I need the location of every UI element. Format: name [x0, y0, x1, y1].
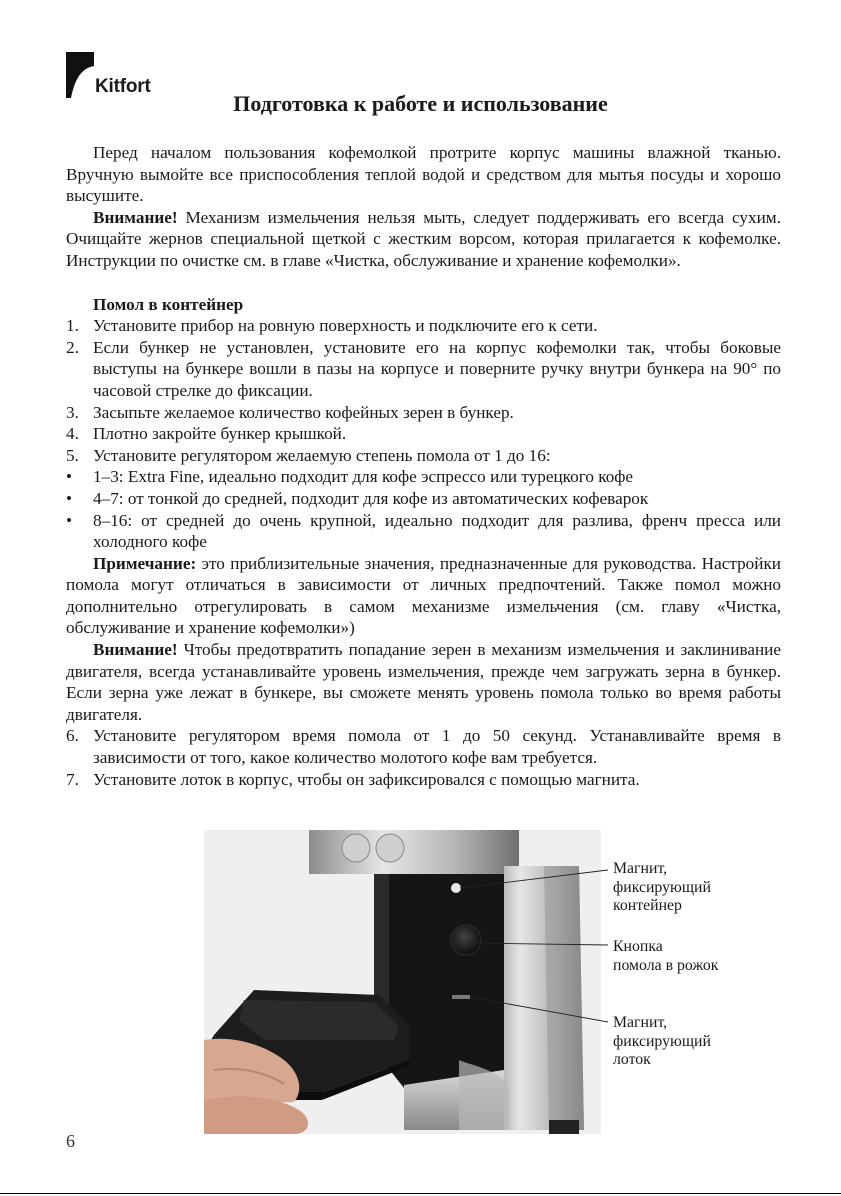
warning-label: Внимание! [93, 207, 178, 227]
list-marker: 7. [66, 769, 79, 789]
list-item [66, 423, 781, 445]
callout-line: фиксирующий [613, 1032, 711, 1050]
note-paragraph [66, 553, 781, 639]
list-item-text: Плотно закройте бункер крышкой. [93, 424, 347, 444]
list-item-text: Засыпьте желаемое количество кофейных зерен в бункер. [93, 402, 514, 422]
callout-line: помола в рожок [613, 956, 719, 974]
bullet-marker: • [66, 467, 73, 487]
callout-magnet-tray [613, 1014, 711, 1070]
list-marker: 5. [66, 445, 79, 465]
list-item [66, 337, 781, 402]
list-item-text: Установите прибор на ровную поверхность и подключите его к сети. [93, 316, 598, 336]
bullet-marker: • [66, 488, 73, 508]
page-number: 6 [66, 1131, 75, 1151]
list-marker: 2. [66, 337, 79, 357]
bullet-item [66, 488, 781, 510]
list-item-text: Установите лоток в корпус, чтобы он зафиксировался с помощью магнита. [93, 769, 640, 789]
warning-paragraph-2 [66, 639, 781, 725]
list-item [66, 725, 781, 768]
note-text: это приблизительные значения, предназначенные для руководства. Настройки помола могут отличаться в зависимости от личных предпочтений. Также помол можно дополнительно отрегулировать в самом механизме измельчения (см. главу «Чистка, обслуживание и хранение кофемолки») [66, 553, 781, 638]
bullet-item [66, 466, 781, 488]
callout-line: лоток [613, 1051, 651, 1069]
list-item [66, 402, 781, 424]
warning-paragraph-1 [66, 207, 781, 272]
list-item-text: Если бункер не установлен, установите его на корпус кофемолки так, чтобы боковые выступы на бункере вошли в пазы на корпусе и поверните ручку внутри бункера на 90° по часовой стрелке до фиксации. [93, 337, 781, 400]
coffee-grinder-photo [204, 830, 601, 1134]
list-item [66, 769, 781, 791]
callout-line: Магнит, [613, 1014, 668, 1031]
warning-label: Внимание! [93, 640, 178, 660]
callout-line: Кнопка [613, 938, 663, 955]
callout-grind-button [613, 938, 719, 975]
callout-line: Магнит, [613, 860, 668, 877]
list-marker: 1. [66, 316, 79, 336]
bullet-text: 4–7: от тонкой до средней, подходит для кофе из автоматических кофеварок [93, 488, 649, 508]
note-label: Примечание: [93, 553, 197, 573]
logo-text: Kitfort [95, 76, 151, 97]
list-item-text: Установите регулятором время помола от 1 до 50 секунд. Устанавливайте время в зависимости от того, какое количество молотого кофе вам требуется. [93, 726, 781, 768]
bullet-item [66, 510, 781, 553]
list-marker: 4. [66, 424, 79, 444]
list-marker: 3. [66, 402, 79, 422]
bullet-marker: • [66, 510, 73, 530]
list-marker: 6. [66, 726, 79, 746]
bullet-text: 8–16: от средней до очень крупной, идеально подходит для разлива, френч пресса или холодного кофе [93, 510, 781, 552]
callout-magnet-container [613, 860, 711, 916]
list-item-text: Установите регулятором желаемую степень помола от 1 до 16: [93, 445, 551, 465]
warning-text: Чтобы предотвратить попадание зерен в механизм измельчения и заклинивание двигателя, всегда устанавливайте уровень измельчения, прежде чем загружать зерна в бункер. Если зерна уже лежат в бункере, вы сможете менять уровень помола только во время работы двигателя. [66, 640, 781, 724]
callout-line: контейнер [613, 897, 682, 915]
document-body [66, 142, 781, 790]
list-item [66, 445, 781, 467]
intro-text: Перед началом пользования кофемолкой протрите корпус машины влажной тканью. Вручную вымойте все приспособления теплой водой и средством для мытья посуды и хорошо высушите. [66, 143, 781, 206]
section-heading: Помол в контейнер [93, 294, 244, 314]
warning-text: Механизм измельчения нельзя мыть, следует поддерживать его всегда сухим. Очищайте жернов специальной щеткой с жестким ворсом, которая прилагается к кофемолке. Инструкции по очистке см. в главе «Чистка, обслуживание и хранение кофемолки». [66, 207, 781, 270]
bullet-text: 1–3: Extra Fine, идеально подходит для кофе эспрессо или турецкого кофе [93, 467, 634, 487]
callout-line: фиксирующий [613, 878, 711, 896]
bottom-divider [0, 1193, 841, 1194]
coffee-grinder-illustration [204, 830, 601, 1134]
page-title: Подготовка к работе и использование [233, 91, 608, 116]
intro-paragraph [66, 142, 781, 207]
list-item [66, 315, 781, 337]
